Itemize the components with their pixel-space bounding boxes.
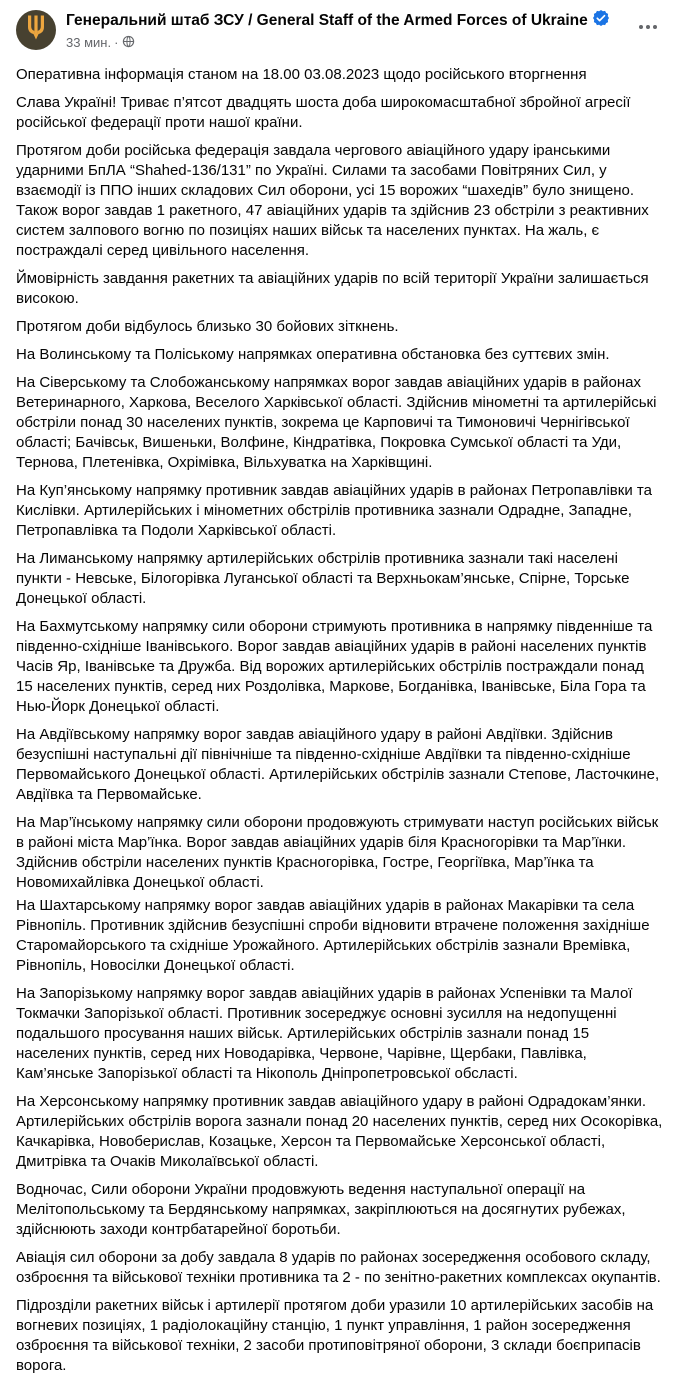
post-paragraph: На Лиманському напрямку артилерійських обстрілів противника зазнали такі населені пункти - Невське, Білогорівка Луганської області та Верхньокам’янське, Спірне, Торське Донецької області. bbox=[16, 550, 630, 607]
post-header bbox=[0, 0, 679, 51]
post-paragraph: Протягом доби відбулось близько 30 бойових зіткнень. bbox=[16, 318, 399, 335]
page-name-link[interactable]: Генеральний штаб ЗСУ / General Staff of the Armed Forces of Ukraine bbox=[66, 11, 588, 29]
post-paragraph: На Бахмутському напрямку сили оборони стримують противника в напрямку південніше та південно-східніше Іванівського. Ворог завдав авіаційних ударів в районі населених пунктів Часів Яр, Іванівське та Дружба. Від ворожих артилерійських обстрілів постраждали понад 15 населених пунктів, серед них Роздолівка, Маркове, Богданівка, Іванівське, Біла Гора та Нью-Йорк Донецької області. bbox=[16, 618, 653, 715]
meta-separator: · bbox=[114, 35, 119, 50]
timestamp-link[interactable]: 33 мин. bbox=[66, 35, 112, 50]
post-paragraph: На Сіверському та Слобожанському напрямках ворог завдав авіаційних ударів в районах Ветеринарного, Харкова, Веселого Харківської області. Здійснив мінометні та артилерійські обстріли понад 30 населених пунктів, зокрема це Карповичі та Тимоновичі Чернігівської області; Бачівськ, Вишеньки, Волфине, Кіндратівка, Покровка Сумської області та Уди, Тернова, Плетенівка, Охрімівка, Вільхуватка на Харківщині. bbox=[16, 374, 657, 471]
post-paragraph: Слава Україні! Триває п’ятсот двадцять шоста доба широкомасштабної збройної агресії російської федерації проти нашої країни. bbox=[16, 94, 631, 131]
page-name-row bbox=[66, 10, 629, 31]
post-paragraph: На Волинському та Поліському напрямках оперативна обстановка без суттєвих змін. bbox=[16, 346, 610, 363]
post-paragraph: Протягом доби російська федерація завдала чергового авіаційного удару іранськими ударними БпЛА “Shahed-136/131” по Україні. Силами та засобами Повітряних Сил, у взаємодії із ППО інших складових Сил оборони, усі 15 ворожих “шахедів” було знищено. Також ворог завдав 1 ракетного, 47 авіаційних ударів та здійснив 23 обстріли з реактивних систем залпового вогню по позиціях наших військ та населених пунктах. На жаль, є постраждалі серед цивільного населення. bbox=[16, 142, 649, 259]
post-paragraph: Підрозділи ракетних військ і артилерії протягом доби уразили 10 артилерійських засобів на вогневих позиціях, 1 радіолокаційну станцію, 1 пункт управління, 1 район зосередження озброєння та військової техніки, 2 засоби протиповітряної оборони, 3 склади боєприпасів ворога. bbox=[16, 1297, 654, 1374]
post-paragraph: Авіація сил оборони за добу завдала 8 ударів по районах зосередження особового складу, озброєння та військової техніки противника та 2 - по зенітно-ракетних комплексах окупантів. bbox=[16, 1249, 661, 1286]
verified-badge-icon bbox=[593, 10, 609, 31]
post-meta bbox=[66, 34, 629, 51]
post-paragraph: Водночас, Сили оборони України продовжують ведення наступальної операції на Мелітопольському та Бердянському напрямках, закріплюються на досягнутих рубежах, здійснюють заходи контрбатарейної боротьби. bbox=[16, 1181, 626, 1238]
post-paragraph: На Мар’їнському напрямку сили оборони продовжують стримувати наступ російських військ в районі міста Мар’їнка. Ворог завдав авіаційних ударів біля Красногорівки та Мар’їнки. Здійснив обстріли населених пунктів Красногорівка, Гостре, Георгіївка, Мар’їнка та Новомихайлівка Донецької області. bbox=[16, 814, 659, 891]
post-paragraph: На Авдіївському напрямку ворог завдав авіаційного удару в районі Авдіївки. Здійснив безуспішні наступальні дії північніше та південно-східніше Авдіївки та південно-східніше Первомайського Донецької області. Артилерійських обстрілів зазнали Степове, Ласточкине, Авдіївка та Первомайське. bbox=[16, 726, 660, 803]
avatar[interactable] bbox=[16, 10, 56, 50]
trident-icon bbox=[25, 14, 47, 46]
post-paragraph: На Херсонському напрямку противник завдав авіаційного удару в районі Одрадокам’янки. Артилерійських обстрілів ворога зазнали понад 20 населених пунктів, серед них Осокорівка, Качкарівка, Новоберислав, Козацьке, Херсон та Первомайське Херсонської області, Дмитрівка та Очаків Миколаївської області. bbox=[16, 1093, 663, 1170]
post-paragraph: Ймовірність завдання ракетних та авіаційних ударів по всій території України залишається високою. bbox=[16, 270, 649, 307]
post-header-text bbox=[66, 10, 629, 51]
post-paragraph: На Куп’янському напрямку противник завдав авіаційних ударів в районах Петропавлівки та Кислівки. Артилерійських і мінометних обстрілів противника зазнали Одрадне, Западне, Петропавлівка та Подоли Харківської області. bbox=[16, 482, 652, 539]
post-paragraph: Оперативна інформація станом на 18.00 03.08.2023 щодо російського вторгнення bbox=[16, 66, 587, 83]
post-paragraph: На Шахтарському напрямку ворог завдав авіаційних ударів в районах Макарівки та села Рівнопіль. Противник здійснив безуспішні спроби відновити втрачене положення західніше Старомайорського та східніше Урожайного. Артилерійських обстрілів зазнали Времівка, Рівнопіль, Новосілки Донецької області. bbox=[16, 897, 650, 974]
more-options-button[interactable] bbox=[629, 10, 663, 43]
ellipsis-icon bbox=[637, 21, 659, 38]
post-body bbox=[0, 51, 679, 1392]
post-paragraph: На Запорізькому напрямку ворог завдав авіаційних ударів в районах Успенівки та Малої Токмачки Запорізької області. Противник зосереджує основні зусилля на недопущенні подальшого просування наших військ. Артилерійських обстрілів зазнали понад 15 населених пунктів, серед них Новодарівка, Червоне, Чарівне, Щербаки, Павлівка, Кам’янське Запорізької області та Нікополь Дніпропетровської обсласті. bbox=[16, 985, 633, 1082]
globe-icon bbox=[122, 35, 135, 51]
